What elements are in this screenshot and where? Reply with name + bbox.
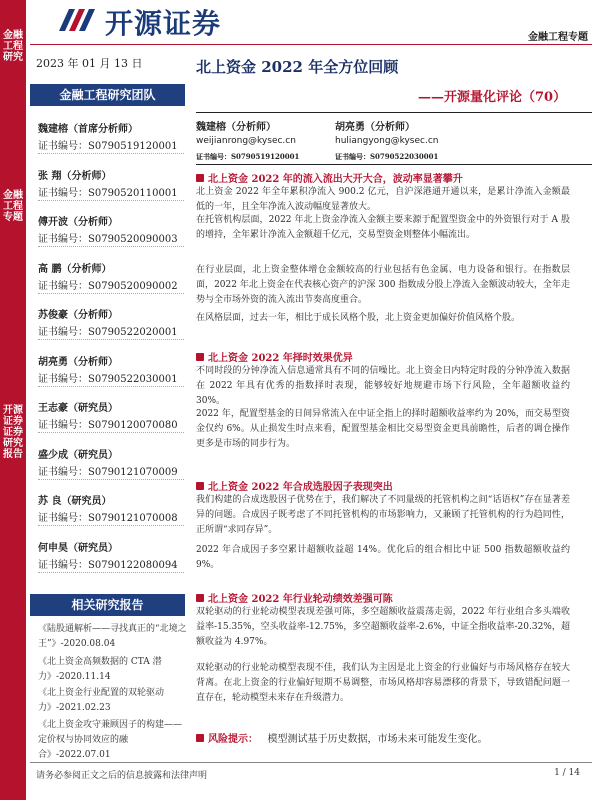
body-paragraph: 在行业层面，北上资金整体增仓金额较高的行业包括有色金属、电力设备和银行。在指数层面，2022 年北上资金在代表核心资产的沪深 300 指数成分股上净流入金额波动较大，全年走势与全市场外资的流入流出节奏高度重合。 [196,265,570,305]
analyst-name: 苏俊豪（分析师） [38,310,118,321]
analyst-cert: 证书编号：S0790121070008 [38,513,178,524]
analyst-cert: 证书编号：S0790520090002 [38,280,178,292]
analyst-name: 苏 良（研究员） [38,496,112,507]
analyst-name: 高 鹏（分析师） [38,263,112,275]
analyst-name: 魏建榕（首席分析师） [38,124,138,135]
bullet-icon [196,174,204,182]
header-divider [30,44,592,45]
section-heading [196,590,393,605]
section-heading [196,349,353,364]
analyst-divider [38,572,184,573]
author-cert: 证书编号：S0790522030001 [335,152,439,161]
body-paragraph: 不同时段的分钟净流入信息通常具有不同的信噪比。北上资金日内特定时段的分钟净流入数据在 2022 年具有优秀的指数择时表现，能够较好地规避市场下行风险，全年超额收益约 30%。 [196,366,570,406]
analyst-divider [38,153,184,154]
body-paragraph: 2022 年，配置型基金的日间异常流入在中证全指上的择时超额收益率约为 20%，而交易型资金仅约 6%。从止损发生时点来看，配置型基金相比交易型资金更具前瞻性，后者的调仓操作更多是市场的同步行为。 [196,409,570,449]
analyst-cert: 证书编号：S0790520110001 [38,187,178,199]
section-heading [196,170,463,185]
analyst-name: 傅开波（分析师） [38,217,118,228]
section-heading [196,478,393,493]
report-subtitle: ——开源量化评论（70） [418,90,567,105]
footer-divider [30,762,592,763]
related-report-link[interactable]: 《陆股通解析——寻找真正的“北境之王”》-2020.08.04 [38,624,187,649]
analyst-name: 张 翔（分析师） [38,170,112,182]
risk-text: 模型测试基于历史数据，市场未来可能发生变化。 [267,734,488,745]
left-side-strip [0,0,26,800]
bullet-icon [196,353,204,361]
analyst-divider [38,525,184,526]
author-divider-bottom [196,164,592,165]
section-heading-text: 北上资金 2022 年择时效果优异 [208,353,353,364]
analyst-divider [38,479,184,480]
related-report-link[interactable]: 《北上资金高频数据的 CTA 潜力》-2020.11.14 [38,657,162,682]
risk-warning [196,730,487,745]
strip-label-mid: 金融工程专题 [3,190,23,223]
analyst-cert: 证书编号：S0790122080094 [38,559,178,571]
section-heading-text: 北上资金 2022 年合成选股因子表现突出 [208,482,393,493]
author-name: 胡亮勇（分析师） [335,122,415,133]
analyst-name: 何申昊（研究员） [38,542,118,554]
analyst-divider [38,246,184,247]
analyst-divider [38,386,184,387]
brand-name: 开源证券 [105,7,222,40]
bullet-icon [196,734,204,742]
analyst-divider [38,293,184,294]
analyst-divider [38,200,184,201]
related-report-link[interactable]: 《北上资金攻守兼顾因子的构建——定价权与协同效应的融合》-2022.07.01 [38,720,183,760]
body-paragraph: 北上资金 2022 年全年累积净流入 900.2 亿元，自沪深港通开通以来，是累计净流入金额最低的一年，且全年净流入波动幅度显著放大。 [196,187,570,212]
strip-label-top: 金融工程研究 [3,30,23,63]
analyst-cert: 证书编号：S0790522020001 [38,327,178,338]
body-paragraph: 2022 年合成因子多空累计超额收益超 14%。优化后的组合相比中证 500 指数超额收益约 9%。 [196,545,570,570]
body-paragraph: 在风格层面，过去一年，相比于成长风格个股，北上资金更加偏好价值风格个股。 [196,313,521,323]
page-number: 1 / 14 [554,768,580,778]
author-name: 魏建榕（分析师） [196,122,276,133]
author-cert: 证书编号：S0790519120001 [196,152,300,161]
analyst-cert: 证书编号：S0790121070009 [38,466,178,478]
section-heading-text: 北上资金 2022 年的流入流出大开大合，波动率显著攀升 [208,174,463,185]
author-email[interactable]: huliangyong@kysec.cn [335,136,439,146]
analyst-divider [38,339,184,340]
analyst-cert: 证书编号：S0790522030001 [38,373,178,385]
analyst-cert: 证书编号：S0790520090003 [38,234,178,245]
related-heading: 相关研究报告 [30,594,185,616]
analyst-divider [38,432,184,433]
related-report-link[interactable]: 《北上资金行业配置的双轮驱动力》-2021.02.23 [38,688,165,713]
author-email[interactable]: weijianrong@kysec.cn [196,136,296,146]
bullet-icon [196,594,204,602]
risk-label: 风险提示： [208,734,258,745]
body-paragraph: 双轮驱动的行业轮动模型表现不佳，我们认为主因是北上资金的行业偏好与市场风格存在较大背离。在北上资金的行业偏好短期不易调整，市场风格却容易漂移的背景下，导致错配问题一直存在，轮动模型未来存在升级潜力。 [196,663,570,703]
body-paragraph: 在托管机构层面，2022 年北上资金净流入金额主要来源于配置型资金中的外资银行对于 A 股的增持，全年累计净流入金额超千亿元，交易型资金则整体小幅流出。 [196,215,570,240]
header-tag: 金融工程专题 [528,32,588,43]
analyst-cert: 证书编号：S0790519120001 [38,141,178,152]
section-heading-text: 北上资金 2022 年行业轮动绩效差强可陈 [208,594,393,605]
body-paragraph: 双轮驱动的行业轮动模型表现差强可陈，多空超额收益震荡走弱，2022 年行业组合多头端收益率-15.35%，空头收益率-12.75%，多空超额收益率-2.6%，中证全指收益率-20.32%，超额收益为 4.97%。 [196,607,570,647]
analyst-name: 盛少成（研究员） [38,449,118,461]
author-divider-top [196,112,592,113]
analyst-cert: 证书编号：S0790120070080 [38,420,178,431]
report-date: 2023 年 01 月 13 日 [36,57,143,70]
bullet-icon [196,482,204,490]
strip-label-bottom: 开源证券 证券研究报告 [3,405,23,460]
analyst-name: 胡亮勇（分析师） [38,356,118,368]
footer-disclaimer: 请务必参阅正文之后的信息披露和法律声明 [36,771,208,781]
kysec-logo-icon [55,5,97,35]
body-paragraph: 我们构建的合成选股因子优势在于，我们解决了不同量级的托管机构之间“话语权”存在显著差异的问题。合成因子既考虑了不同托管机构的市场影响力，又兼顾了托管机构的行为趋同性，正所谓“求同存异”。 [196,495,570,535]
analyst-name: 王志豪（研究员） [38,403,118,414]
report-title: 北上资金 2022 年全方位回顾 [196,58,399,76]
team-heading: 金融工程研究团队 [30,84,185,106]
